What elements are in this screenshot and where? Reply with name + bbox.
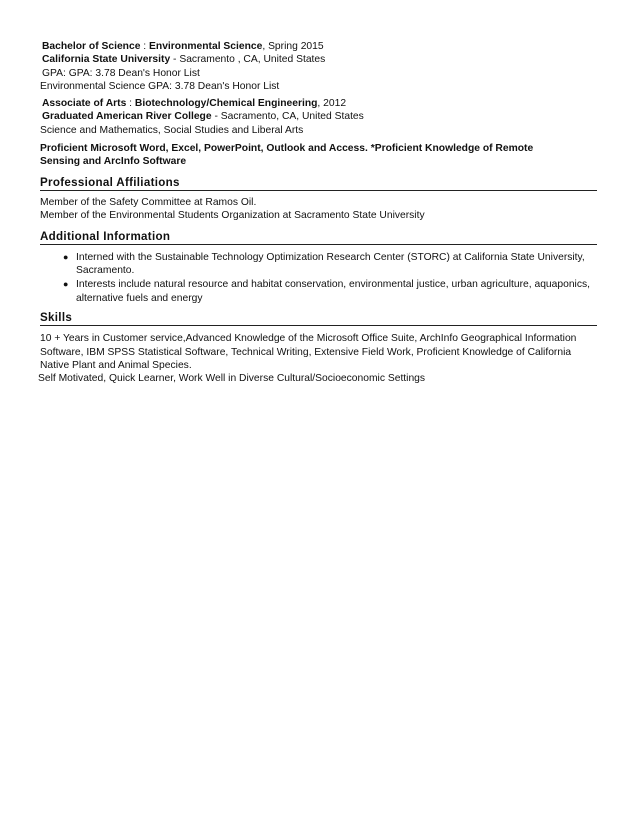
additional-bullet-2-line-2: alternative fuels and energy bbox=[76, 293, 203, 304]
affiliation-item: Member of the Safety Committee at Ramos Oil. bbox=[40, 197, 257, 208]
skills-line: Software, IBM SPSS Statistical Software, Technical Writing, Extensive Field Work, Proficient Knowledge of California bbox=[40, 347, 572, 358]
bullet-icon: ● bbox=[63, 252, 69, 262]
associate-major: Biotechnology/Chemical Engineering bbox=[134, 98, 318, 109]
bachelor-gpa-1: GPA: GPA: 3.78 Dean's Honor List bbox=[42, 68, 200, 79]
additional-heading: Additional Information bbox=[40, 231, 597, 245]
bachelor-school: California State University bbox=[42, 54, 171, 65]
additional-bullet-1-line-1: Interned with the Sustainable Technology Optimization Research Center (STORC) at California State University, bbox=[76, 252, 585, 263]
proficient-line-2: Sensing and ArcInfo Software bbox=[40, 156, 187, 167]
bullet-icon: ● bbox=[63, 279, 69, 289]
bachelor-degree-line bbox=[42, 40, 324, 53]
associate-detail: Science and Mathematics, Social Studies and Liberal Arts bbox=[40, 125, 304, 136]
bachelor-date: , Spring 2015 bbox=[262, 41, 324, 52]
associate-date: , 2012 bbox=[317, 98, 347, 109]
bachelor-location: - Sacramento , CA, United States bbox=[170, 54, 326, 65]
associate-school: Graduated American River College bbox=[42, 111, 212, 122]
skills-heading: Skills bbox=[40, 312, 597, 326]
bachelor-degree: Bachelor of Science bbox=[42, 41, 141, 52]
associate-school-line bbox=[42, 110, 364, 123]
proficient-line-1: Proficient Microsoft Word, Excel, PowerPoint, Outlook and Access. *Proficient Knowledge of Remote bbox=[40, 143, 534, 154]
skills-line: Native Plant and Animal Species. bbox=[40, 360, 192, 371]
additional-bullet-1-line-2: Sacramento. bbox=[76, 265, 135, 276]
skills-line: 10 + Years in Customer service,Advanced Knowledge of the Microsoft Office Suite, ArchInfo Geographical Information bbox=[40, 333, 577, 344]
associate-location: - Sacramento, CA, United States bbox=[211, 111, 364, 122]
affiliation-item: Member of the Environmental Students Organization at Sacramento State University bbox=[40, 210, 425, 221]
associate-sep: : bbox=[126, 98, 135, 109]
bachelor-gpa-2: Environmental Science GPA: 3.78 Dean's Honor List bbox=[40, 81, 280, 92]
bachelor-school-line bbox=[42, 53, 325, 66]
bachelor-major: Environmental Science bbox=[149, 41, 263, 52]
skills-line: Self Motivated, Quick Learner, Work Well in Diverse Cultural/Socioeconomic Settings bbox=[38, 373, 426, 384]
additional-bullet-2-line-1: Interests include natural resource and habitat conservation, environmental justice, urban agriculture, aquaponics, bbox=[76, 279, 590, 290]
associate-degree-line bbox=[42, 97, 346, 110]
affiliations-heading: Professional Affiliations bbox=[40, 177, 597, 191]
bachelor-sep: : bbox=[140, 41, 150, 52]
associate-degree: Associate of Arts bbox=[42, 98, 127, 109]
